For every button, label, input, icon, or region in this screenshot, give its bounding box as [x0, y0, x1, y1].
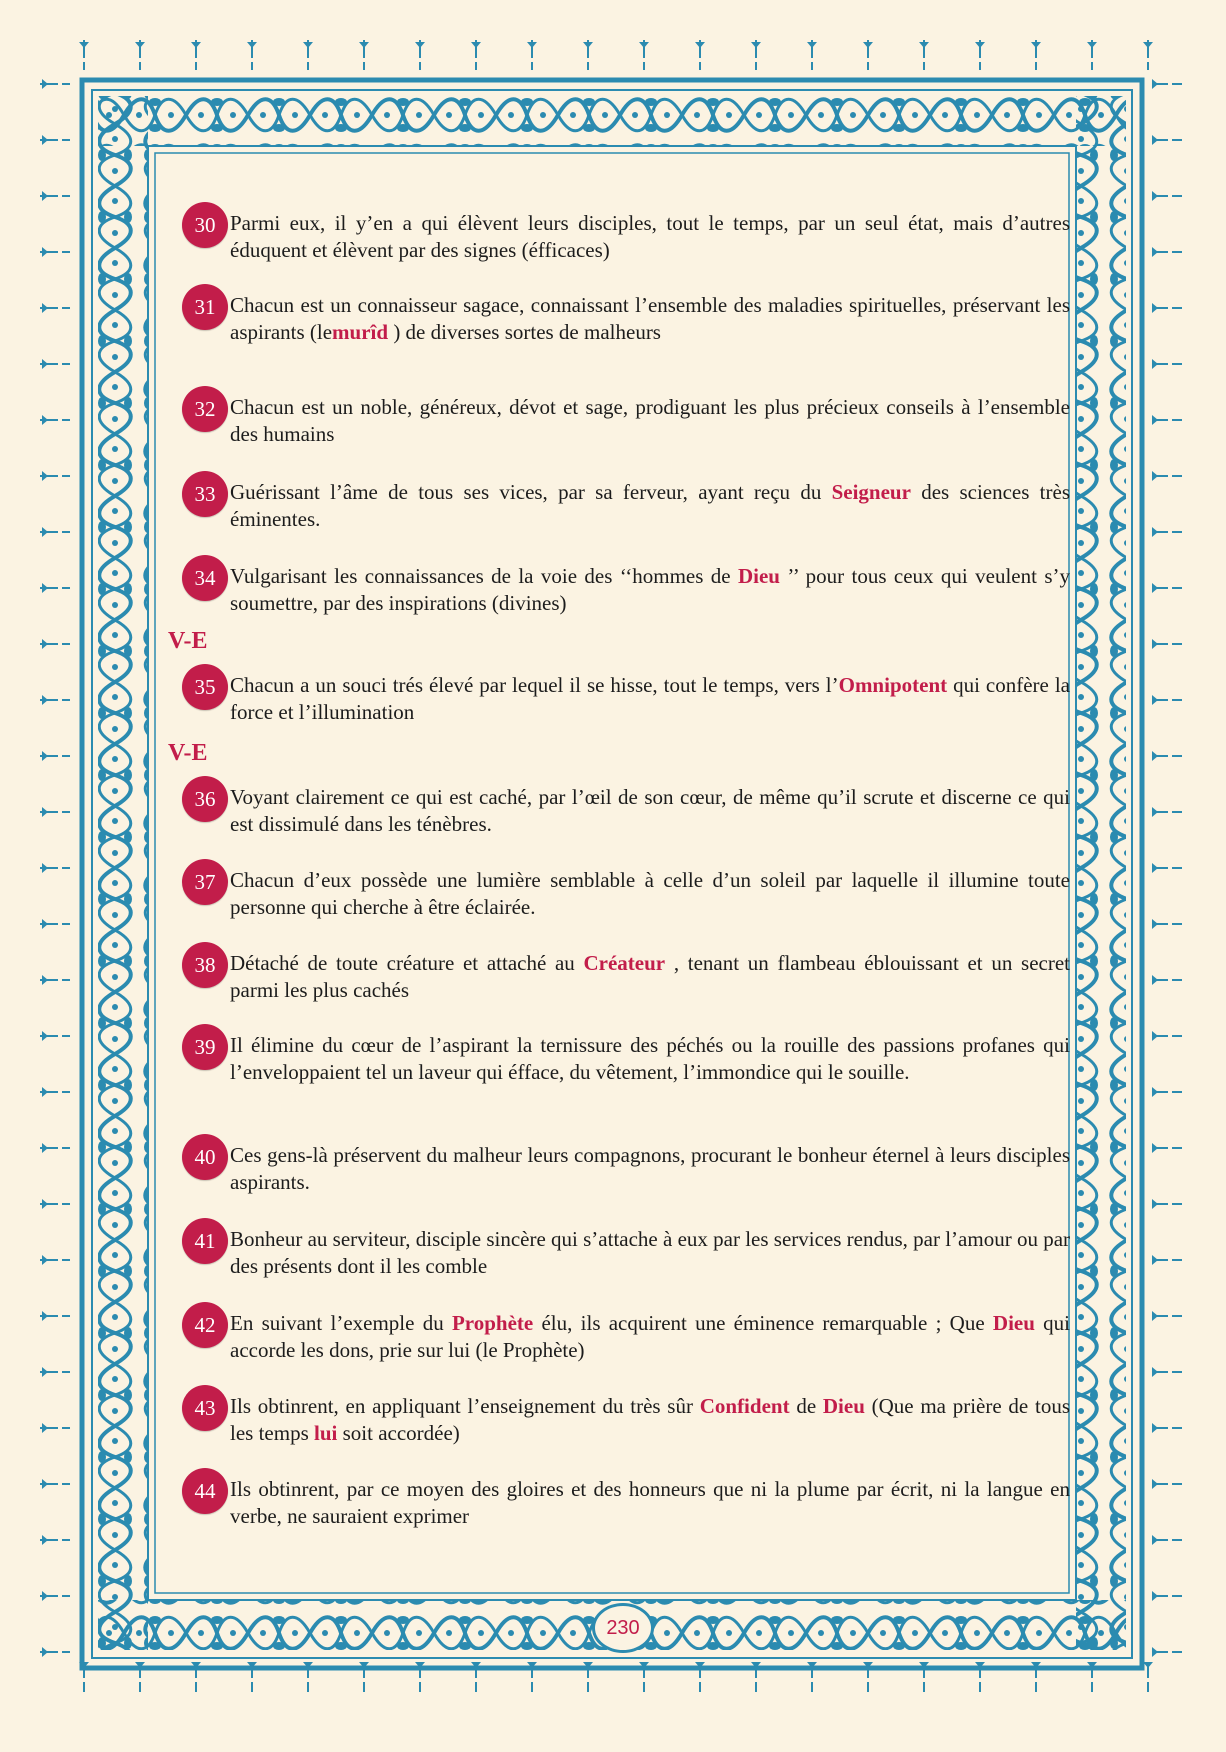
verse-text-part: des sciences très éminentes. [230, 480, 1070, 531]
verse-text-part: qui accorde les dons, prie sur lui (le Prophète) [230, 1311, 1071, 1362]
verse-text-part: Ils obtinrent, en appliquant l’enseignement du très sûr [230, 1394, 700, 1418]
verse-text [230, 672, 1070, 726]
verse-text-part: Ces gens-là préservent du malheur leurs compagnons, procurant le bonheur éternel à leurs disciples aspirants. [230, 1143, 1070, 1194]
highlighted-term: lui [314, 1421, 338, 1445]
verse-text-part: élu, ils acquirent une éminence remarquable ; Que [533, 1311, 993, 1335]
verse-number-badge: 34 [182, 555, 228, 601]
highlighted-term: Seigneur [831, 480, 911, 504]
verse-text-part: Chacun a un souci trés élevé par lequel il se hisse, tout le temps, vers l’ [230, 673, 839, 697]
verse-number-badge: 37 [182, 859, 228, 905]
verse-text-part: Il élimine du cœur de l’aspirant la ternissure des péchés ou la rouille des passions profanes qui l’enveloppaient tel un laveur qui éfface, du vêtement, l’immondice qui le souille. [230, 1033, 1070, 1084]
verse-text [230, 479, 1070, 533]
verse-number-badge: 39 [182, 1024, 228, 1070]
highlighted-term: Créateur [583, 951, 666, 975]
verse-text [230, 784, 1070, 838]
highlighted-term: Dieu [992, 1311, 1035, 1335]
verse-number-badge: 43 [182, 1385, 228, 1431]
verse-number-badge: 30 [182, 202, 228, 248]
ve-marker: V-E [168, 628, 208, 654]
verse-text [230, 1226, 1070, 1280]
verse-text-part: Parmi eux, il y’en a qui élèvent leurs disciples, tout le temps, par un seul état, mais d’autres éduquent et élèvent par des signes (éfficaces) [230, 211, 1070, 262]
verse-text-part: Bonheur au serviteur, disciple sincère qui s’attache à eux par les services rendus, par l’amour ou par des présents dont il les comble [230, 1227, 1071, 1278]
highlighted-term: Dieu [822, 1394, 865, 1418]
verse-text-part: Guérissant l’âme de tous ses vices, par sa ferveur, ayant reçu du [230, 480, 832, 504]
verse-number-badge: 33 [182, 471, 228, 517]
verse-text-part: Voyant clairement ce qui est caché, par l’œil de son cœur, de même qu’il scrute et discerne ce qui est dissimulé dans les ténèbres. [230, 785, 1070, 836]
verse-text-part: (Que ma prière de tous les temps [230, 1394, 1070, 1445]
verse-text-part: , tenant un flambeau éblouissant et un secret parmi les plus cachés [230, 951, 1070, 1002]
verse-number-badge: 41 [182, 1218, 228, 1264]
verse-text [230, 950, 1070, 1004]
highlighted-term: murîd [332, 320, 389, 344]
highlighted-term: Confident [699, 1394, 790, 1418]
verse-text-part: de [789, 1394, 823, 1418]
highlighted-term: Prophète [451, 1311, 534, 1335]
verse-text [230, 867, 1070, 921]
verse-text-part: Chacun est un connaisseur sagace, connaissant l’ensemble des maladies spirituelles, préservant les aspirants (le [230, 293, 1070, 344]
ve-marker: V-E [168, 740, 208, 766]
verse-text [230, 394, 1070, 448]
page-number: 230 [592, 1603, 654, 1653]
verse-list [170, 200, 1075, 1600]
verse-text-part: En suivant l’exemple du [230, 1311, 452, 1335]
verse-number-badge: 31 [182, 284, 228, 330]
verse-text [230, 1142, 1070, 1196]
verse-number-badge: 38 [182, 942, 228, 988]
verse-text [230, 292, 1070, 346]
verse-text [230, 1310, 1070, 1364]
verse-text-part: soit accordée) [337, 1421, 460, 1445]
verse-text [230, 1393, 1070, 1447]
verse-number-badge: 44 [182, 1468, 228, 1514]
verse-text-part: ’’ pour tous ceux qui veulent s’y soumettre, par des inspirations (divines) [230, 564, 1070, 615]
verse-text-part: qui confère la force et l’illumination [230, 673, 1070, 724]
highlighted-term: Omnipotent [838, 673, 948, 697]
verse-text-part: Vulgarisant les connaissances de la voie des ‘‘hommes de [230, 564, 738, 588]
verse-text-part: Chacun d’eux possède une lumière semblable à celle d’un soleil par laquelle il illumine toute personne qui cherche à être éclairée. [230, 868, 1070, 919]
verse-text [230, 1032, 1070, 1086]
verse-text-part: ) de diverses sortes de malheurs [388, 320, 661, 344]
verse-number-badge: 36 [182, 776, 228, 822]
verse-text-part: Détaché de toute créature et attaché au [230, 951, 584, 975]
verse-number-badge: 42 [182, 1302, 228, 1348]
verse-text-part: Ils obtinrent, par ce moyen des gloires et des honneurs que ni la plume par écrit, ni la langue en verbe, ne sauraient exprimer [230, 1477, 1070, 1528]
verse-text [230, 1476, 1070, 1530]
verse-text-part: Chacun est un noble, généreux, dévot et sage, prodiguant les plus précieux conseils à l’ensemble des humains [230, 395, 1070, 446]
verse-text [230, 210, 1070, 264]
verse-number-badge: 35 [182, 664, 228, 710]
highlighted-term: Dieu [737, 564, 780, 588]
verse-number-badge: 40 [182, 1134, 228, 1180]
verse-text [230, 563, 1070, 617]
verse-number-badge: 32 [182, 386, 228, 432]
